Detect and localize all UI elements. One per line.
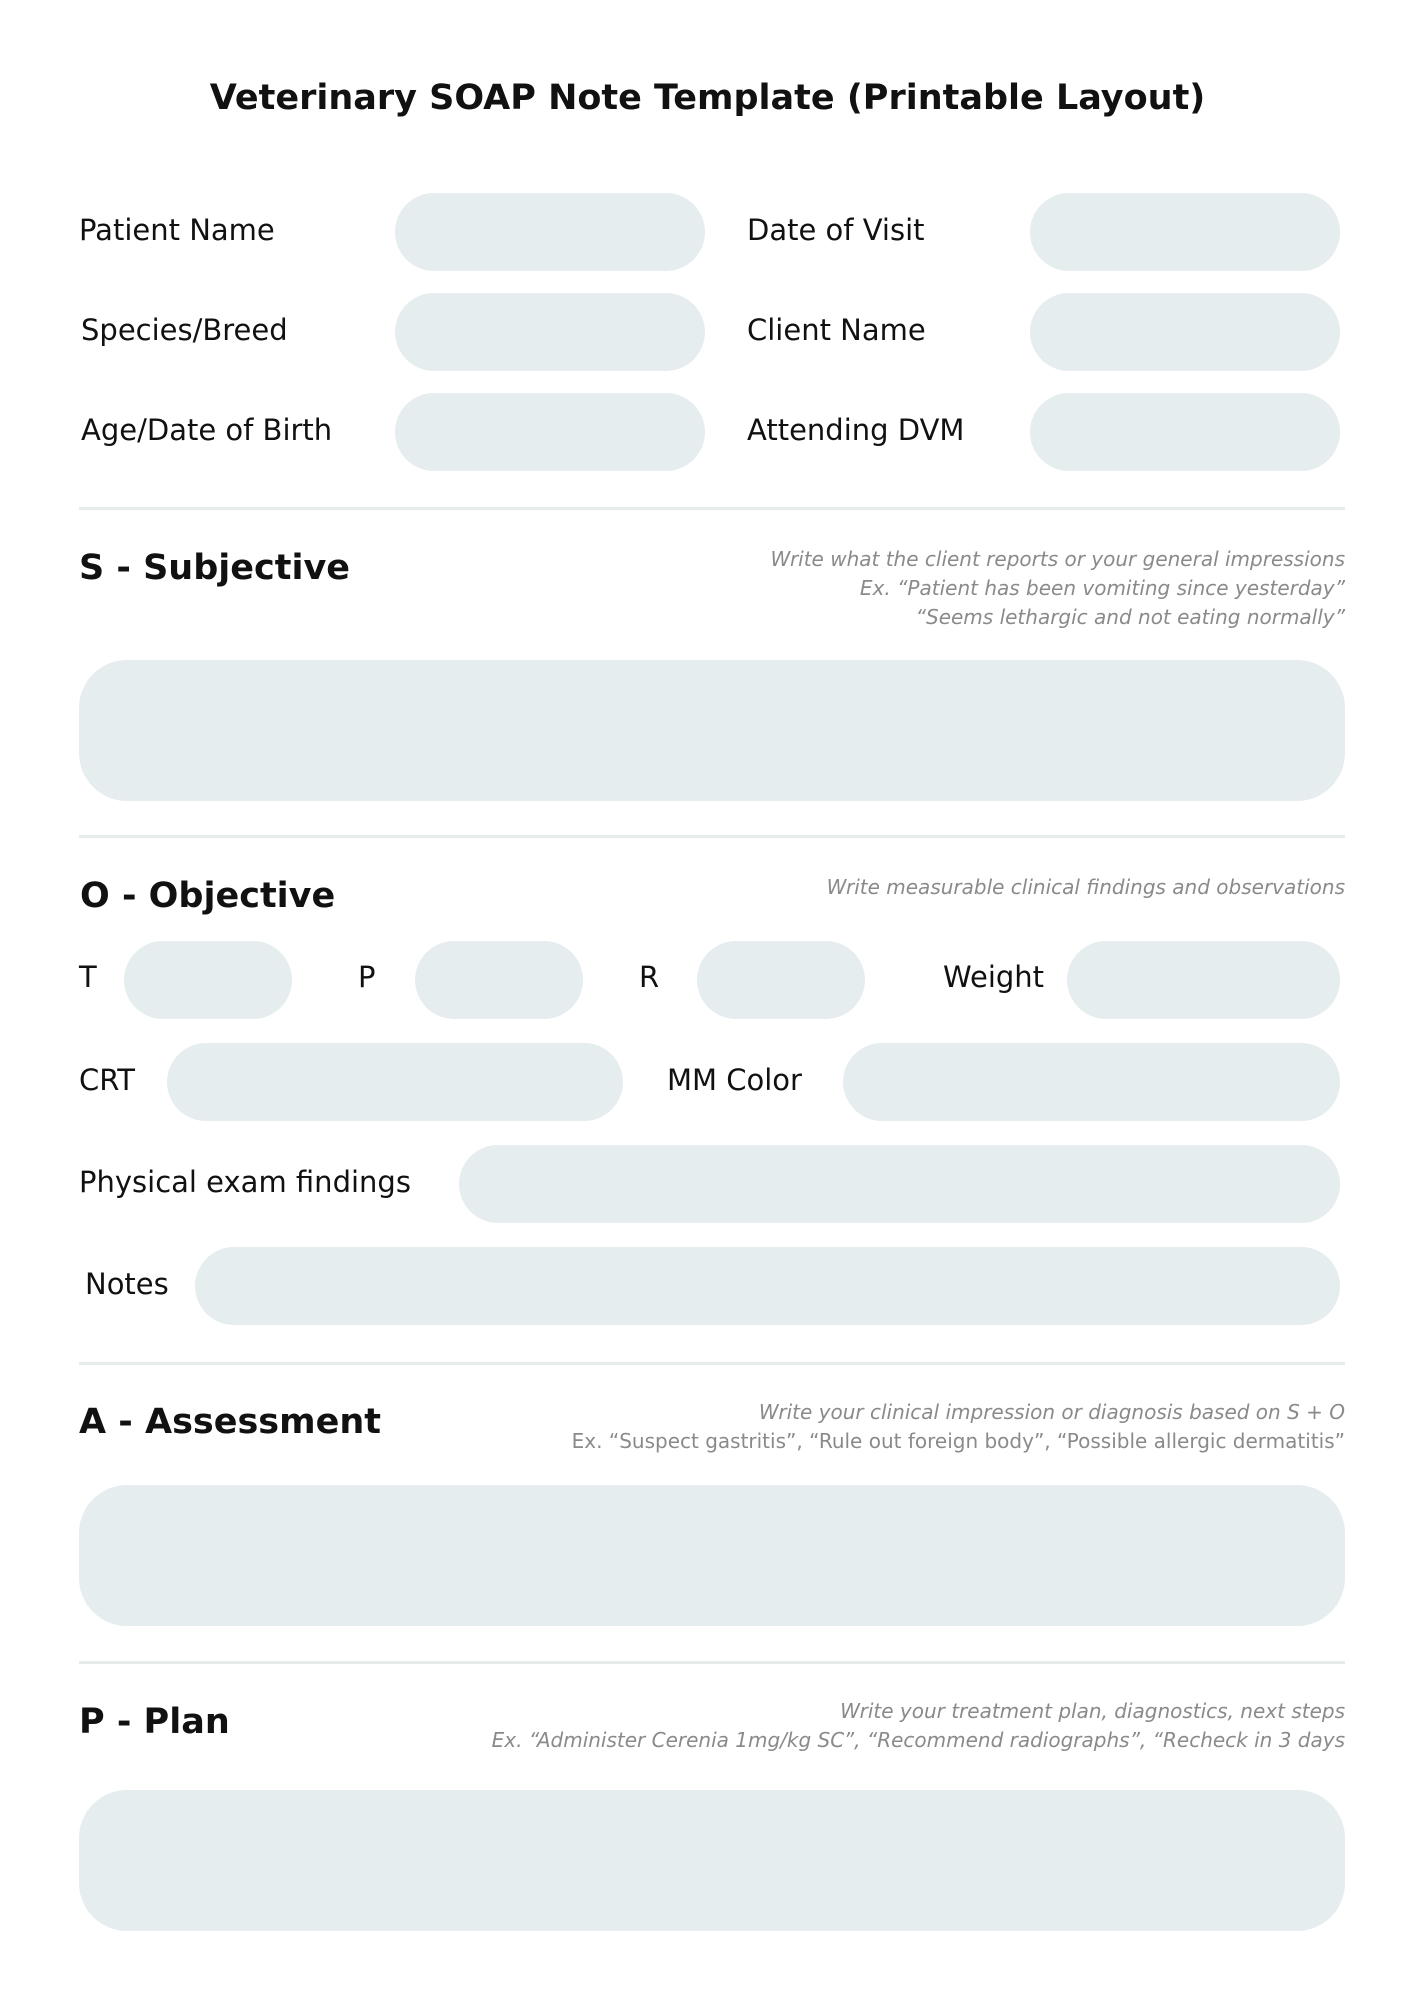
client-name-field[interactable] — [1030, 293, 1340, 371]
mm-color-label: MM Color — [667, 1063, 802, 1097]
respiration-label: R — [639, 960, 660, 994]
pulse-field[interactable] — [415, 941, 583, 1019]
assessment-hint-line: Ex. “Suspect gastritis”, “Rule out foreign body”, “Possible allergic dermatitis” — [571, 1429, 1345, 1453]
assessment-hint — [572, 1398, 1345, 1456]
species-breed-field[interactable] — [395, 293, 705, 371]
objective-hint — [827, 873, 1345, 902]
physical-exam-field[interactable] — [459, 1145, 1340, 1223]
subjective-hint-line: “Seems lethargic and not eating normally” — [915, 605, 1345, 629]
notes-label: Notes — [85, 1267, 169, 1301]
plan-hint — [492, 1697, 1345, 1755]
plan-field[interactable] — [79, 1790, 1345, 1931]
assessment-field[interactable] — [79, 1485, 1345, 1626]
pulse-label: P — [358, 960, 376, 994]
plan-hint-line: Ex. “Administer Cerenia 1mg/kg SC”, “Recommend radiographs”, “Recheck in 3 days — [491, 1728, 1345, 1752]
patient-name-label: Patient Name — [79, 213, 275, 247]
client-name-label: Client Name — [747, 313, 926, 347]
notes-field[interactable] — [195, 1247, 1340, 1325]
temperature-label: T — [79, 960, 97, 994]
page-title: Veterinary SOAP Note Template (Printable Layout) — [209, 78, 1206, 118]
attending-dvm-label: Attending DVM — [747, 413, 965, 447]
subjective-hint — [771, 545, 1345, 632]
date-of-visit-field[interactable] — [1030, 193, 1340, 271]
species-breed-label: Species/Breed — [81, 313, 288, 347]
temperature-field[interactable] — [124, 941, 292, 1019]
assessment-hint-line: Write your clinical impression or diagnosis based on S + O — [758, 1400, 1345, 1424]
assessment-heading: A - Assessment — [79, 1402, 381, 1442]
divider — [79, 835, 1345, 838]
subjective-hint-line: Ex. “Patient has been vomiting since yesterday” — [859, 576, 1345, 600]
crt-field[interactable] — [167, 1043, 623, 1121]
weight-label: Weight — [943, 960, 1045, 994]
age-dob-label: Age/Date of Birth — [81, 413, 333, 447]
age-dob-field[interactable] — [395, 393, 705, 471]
objective-hint-line: Write measurable clinical findings and observations — [826, 875, 1345, 899]
patient-name-field[interactable] — [395, 193, 705, 271]
plan-hint-line: Write your treatment plan, diagnostics, next steps — [840, 1699, 1345, 1723]
respiration-field[interactable] — [697, 941, 865, 1019]
divider — [79, 1362, 1345, 1365]
mm-color-field[interactable] — [843, 1043, 1340, 1121]
weight-field[interactable] — [1067, 941, 1340, 1019]
crt-label: CRT — [79, 1063, 136, 1097]
attending-dvm-field[interactable] — [1030, 393, 1340, 471]
subjective-field[interactable] — [79, 660, 1345, 801]
subjective-heading: S - Subjective — [79, 548, 351, 588]
objective-heading: O - Objective — [80, 876, 336, 916]
divider — [79, 1661, 1345, 1664]
physical-exam-label: Physical exam findings — [79, 1165, 411, 1199]
divider — [79, 507, 1345, 510]
date-of-visit-label: Date of Visit — [747, 213, 925, 247]
subjective-hint-line: Write what the client reports or your general impressions — [770, 547, 1345, 571]
plan-heading: P - Plan — [79, 1702, 230, 1742]
